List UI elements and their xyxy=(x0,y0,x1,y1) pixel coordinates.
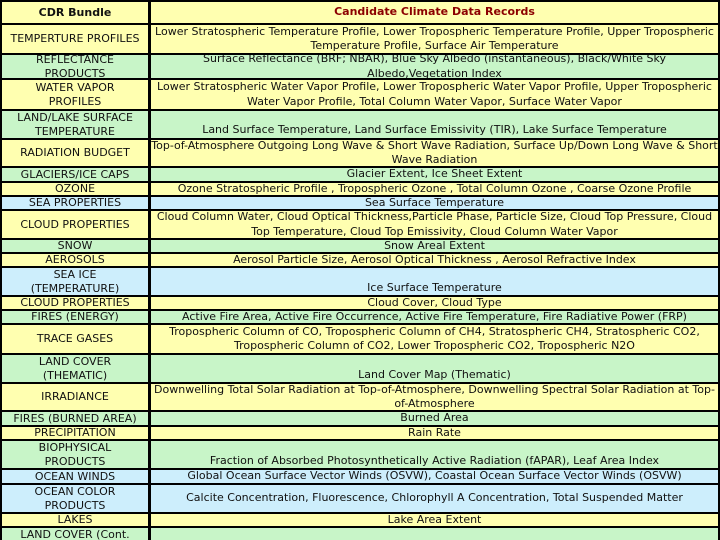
bundle-cell: LAKES xyxy=(2,514,148,526)
header-row xyxy=(0,2,720,23)
bundle-cell: BIOPHYSICAL PRODUCTS xyxy=(2,441,148,468)
bundle-cell: TEMPERTURE PROFILES xyxy=(2,25,148,53)
bundle-cell: LAND COVER (Cont. xyxy=(2,528,148,540)
records-cell: Cloud Cover, Cloud Type xyxy=(151,297,718,309)
bundle-cell: IRRADIANCE xyxy=(2,384,148,410)
records-cell: Lake Area Extent xyxy=(151,514,718,526)
records-cell: Aerosol Particle Size, Aerosol Optical Thickness , Aerosol Refractive Index xyxy=(151,254,718,266)
bundle-cell: AEROSOLS xyxy=(2,254,148,266)
records-cell: Top-of-Atmosphere Outgoing Long Wave & Short Wave Radiation, Surface Up/Down Long Wave & Short Wave Radiation xyxy=(151,140,718,166)
bundle-cell: LAND COVER (THEMATIC) xyxy=(2,355,148,382)
bundle-cell: GLACIERS/ICE CAPS xyxy=(2,168,148,181)
bundle-cell: OCEAN COLOR PRODUCTS xyxy=(2,485,148,512)
header-cdr-bundle: CDR Bundle xyxy=(2,2,148,23)
table-row xyxy=(0,55,720,78)
records-cell: Rain Rate xyxy=(151,427,718,439)
table-row xyxy=(0,183,720,195)
records-cell: Global Ocean Surface Vector Winds (OSVW), Coastal Ocean Surface Vector Winds (OSVW) xyxy=(151,470,718,483)
bundle-cell: CLOUD PROPERTIES xyxy=(2,297,148,309)
table-row xyxy=(0,441,720,468)
bundle-cell: WATER VAPOR PROFILES xyxy=(2,80,148,109)
records-cell: Land Surface Temperature, Land Surface Emissivity (TIR), Lake Surface Temperature xyxy=(151,111,718,138)
records-cell: Surface Reflectance (BRF; NBAR), Blue Sky Albedo (instantaneous), Black/White Sky Albedo,Vegetation Index xyxy=(151,55,718,78)
bundle-cell: LAND/LAKE SURFACE TEMPERATURE xyxy=(2,111,148,138)
records-cell: Active Fire Area, Active Fire Occurrence, Active Fire Temperature, Fire Radiative Power (FRP) xyxy=(151,311,718,323)
table-row xyxy=(0,197,720,209)
table-row xyxy=(0,485,720,512)
bundle-cell: TRACE GASES xyxy=(2,325,148,353)
bundle-cell: FIRES (BURNED AREA) xyxy=(2,412,148,425)
records-cell: Lower Stratospheric Water Vapor Profile, Lower Tropospheric Water Vapor Profile, Upper Tropospheric Water Vapor Profile, Total Column Water Vapor, Surface Water Vapor xyxy=(151,80,718,109)
table-row xyxy=(0,384,720,410)
table-row xyxy=(0,25,720,53)
bundle-cell: SNOW xyxy=(2,240,148,252)
table-row xyxy=(0,268,720,295)
table-row xyxy=(0,355,720,382)
records-cell: Sea Surface Temperature xyxy=(151,197,718,209)
bundle-cell: CLOUD PROPERTIES xyxy=(2,211,148,238)
bundle-cell: OCEAN WINDS xyxy=(2,470,148,483)
table-row xyxy=(0,240,720,252)
records-cell: Glacier Extent, Ice Sheet Extent xyxy=(151,168,718,181)
records-cell: Snow Areal Extent xyxy=(151,240,718,252)
records-cell: Ice Surface Temperature xyxy=(151,268,718,295)
bundle-cell: SEA PROPERTIES xyxy=(2,197,148,209)
header-candidate-records: Candidate Climate Data Records xyxy=(151,2,718,23)
bundle-cell: SEA ICE (TEMPERATURE) xyxy=(2,268,148,295)
table-row xyxy=(0,325,720,353)
records-cell xyxy=(151,528,718,540)
records-cell: Calcite Concentration, Fluorescence, Chlorophyll A Concentration, Total Suspended Matter xyxy=(151,485,718,512)
records-cell: Ozone Stratospheric Profile , Tropospheric Ozone , Total Column Ozone , Coarse Ozone Profile xyxy=(151,183,718,195)
records-cell: Burned Area xyxy=(151,412,718,425)
records-cell: Lower Stratospheric Temperature Profile, Lower Tropospheric Temperature Profile, Upper Tropospheric Temperature Profile, Surface Air Temperature xyxy=(151,25,718,53)
table-row xyxy=(0,297,720,309)
records-cell: Tropospheric Column of CO, Tropospheric Column of CH4, Stratospheric CH4, Stratospheric CO2, Tropospheric Column of CO2, Lower Tropospheric CO2, Tropospheric N2O xyxy=(151,325,718,353)
bundle-cell: REFLECTANCE PRODUCTS xyxy=(2,55,148,78)
records-cell: Cloud Column Water, Cloud Optical Thickness,Particle Phase, Particle Size, Cloud Top Pressure, Cloud Top Temperature, Cloud Top Emissivity, Cloud Column Water Vapor xyxy=(151,211,718,238)
bundle-cell: FIRES (ENERGY) xyxy=(2,311,148,323)
bundle-cell: OZONE xyxy=(2,183,148,195)
table-row xyxy=(0,254,720,266)
table-row xyxy=(0,528,720,540)
records-cell: Downwelling Total Solar Radiation at Top-of-Atmosphere, Downwelling Spectral Solar Radiation at Top-of-Atmosphere xyxy=(151,384,718,410)
table-row xyxy=(0,470,720,483)
table-row xyxy=(0,311,720,323)
records-cell: Land Cover Map (Thematic) xyxy=(151,355,718,382)
table-row xyxy=(0,140,720,166)
table-row xyxy=(0,427,720,439)
table-row xyxy=(0,412,720,425)
bundle-cell: PRECIPITATION xyxy=(2,427,148,439)
table-row xyxy=(0,111,720,138)
table-row xyxy=(0,80,720,109)
records-cell: Fraction of Absorbed Photosynthetically Active Radiation (fAPAR), Leaf Area Index xyxy=(151,441,718,468)
table-row xyxy=(0,168,720,181)
table-row xyxy=(0,514,720,526)
table-row xyxy=(0,211,720,238)
bundle-cell: RADIATION BUDGET xyxy=(2,140,148,166)
